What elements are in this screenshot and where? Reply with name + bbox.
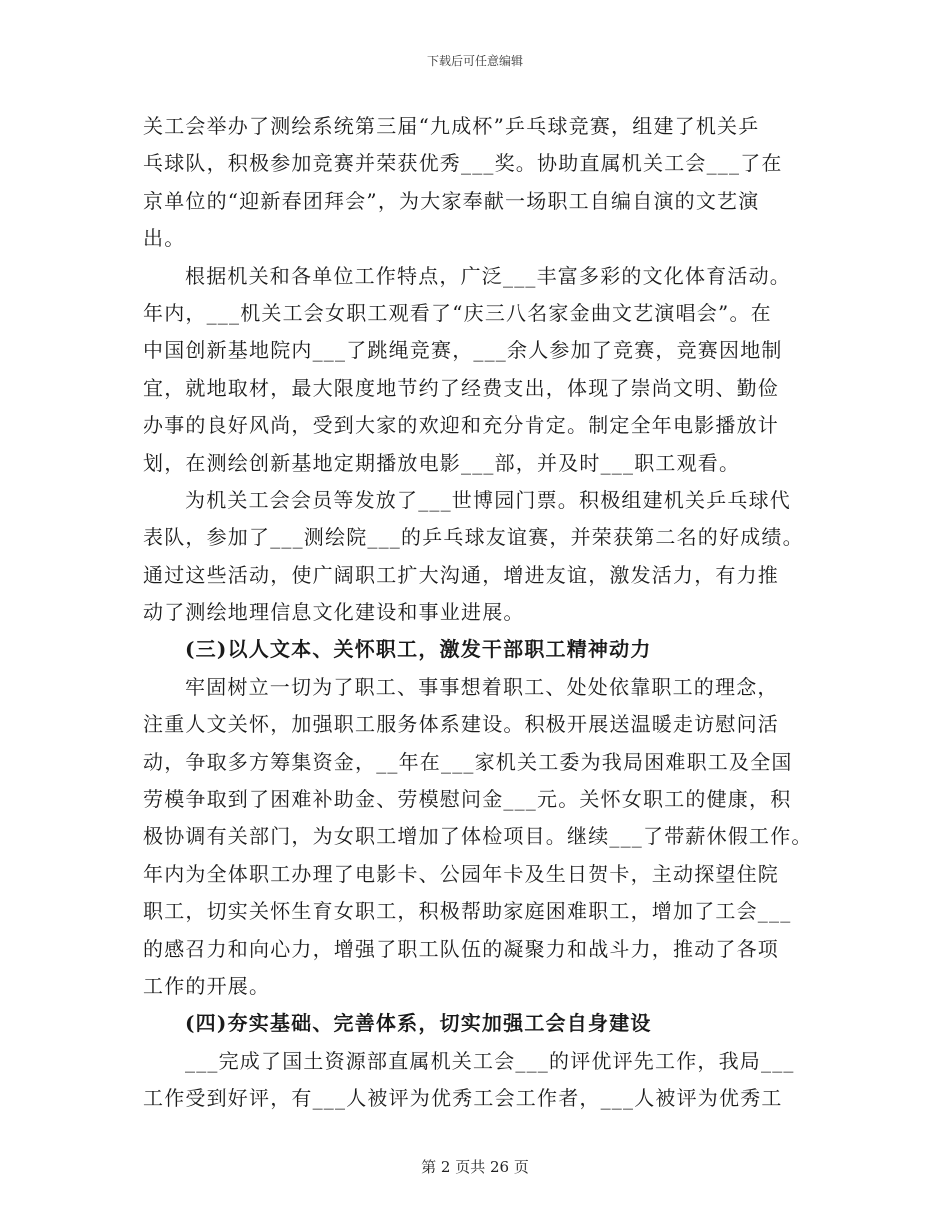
document-body (143, 108, 811, 1118)
text-line: 乓球队，积极参加竞赛并荣获优秀___奖。协助直属机关工会___了在 (143, 151, 783, 176)
page-header: 下载后可任意编辑 (426, 54, 523, 68)
text-line: 根据机关和各单位工作特点，广泛___丰富多彩的文化体育活动。 (185, 263, 791, 288)
text-line: 通过这些活动，使广阔职工扩大沟通，增进友谊，激发活力，有力推 (143, 562, 779, 587)
text-line: 出。 (143, 226, 186, 251)
text-line: 年内，___机关工会女职工观看了“庆三八名家金曲文艺演唱会”。在 (143, 300, 772, 325)
section-heading: (四)夯实基础、完善体系，切实加强工会自身建设 (185, 1011, 652, 1036)
text-line: 办事的良好风尚，受到大家的欢迎和充分肯定。制定全年电影播放计 (143, 413, 779, 438)
text-line: 京单位的“迎新春团拜会”，为大家奉献一场职工自编自演的文艺演 (143, 188, 760, 213)
text-line: 宜，就地取材，最大限度地节约了经费支出，体现了崇尚文明、勤俭 (143, 375, 779, 400)
text-line: 中国创新基地院内___了跳绳竞赛，___余人参加了竞赛，竞赛因地制 (143, 338, 783, 363)
text-line: 劳模争取到了困难补助金、劳模慰问金___元。关怀女职工的健康，积 (143, 787, 792, 812)
text-line: 动了测绘地理信息文化建设和事业进展。 (143, 600, 525, 625)
text-line: 划，在测绘创新基地定期播放电影___部，并及时___职工观看。 (143, 450, 741, 475)
text-line: ___完成了国土资源部直属机关工会___的评优评先工作，我局___ (185, 1048, 795, 1073)
text-line: 注重人文关怀，加强职工服务体系建设。积极开展送温暖走访慰问活 (143, 712, 779, 737)
text-line: 表队，参加了___测绘院___的乒乓球友谊赛，并荣获第二名的好成绩。 (143, 525, 804, 550)
text-line: 职工，切实关怀生育女职工，积极帮助家庭困难职工，增加了工会___ (143, 899, 792, 924)
text-line: 关工会举办了测绘系统第三届“九成杯”乒乓球竞赛，组建了机关乒 (143, 114, 760, 138)
text-line: 年内为全体职工办理了电影卡、公园年卡及生日贺卡，主动探望住院 (143, 861, 779, 886)
text-line: 工作受到好评，有___人被评为优秀工会工作者，___人被评为优秀工 (143, 1086, 783, 1111)
text-line: 极协调有关部门，为女职工增加了体检项目。继续___了带薪休假工作。 (143, 824, 813, 849)
text-line: 为机关工会会员等发放了___世博园门票。积极组建机关乒乓球代 (185, 487, 791, 512)
text-line: 工作的开展。 (143, 973, 271, 998)
text-line: 动，争取多方筹集资金，__年在___家机关工委为我局困难职工及全国 (143, 749, 793, 774)
text-line: 的感召力和向心力，增强了职工队伍的凝聚力和战斗力，推动了各项 (143, 936, 779, 961)
text-line: 牢固树立一切为了职工、事事想着职工、处处依靠职工的理念， (185, 674, 779, 699)
page-number: 第 2 页共 26 页 (421, 1158, 529, 1176)
section-heading: (三)以人文本、关怀职工，激发干部职工精神动力 (185, 637, 652, 662)
